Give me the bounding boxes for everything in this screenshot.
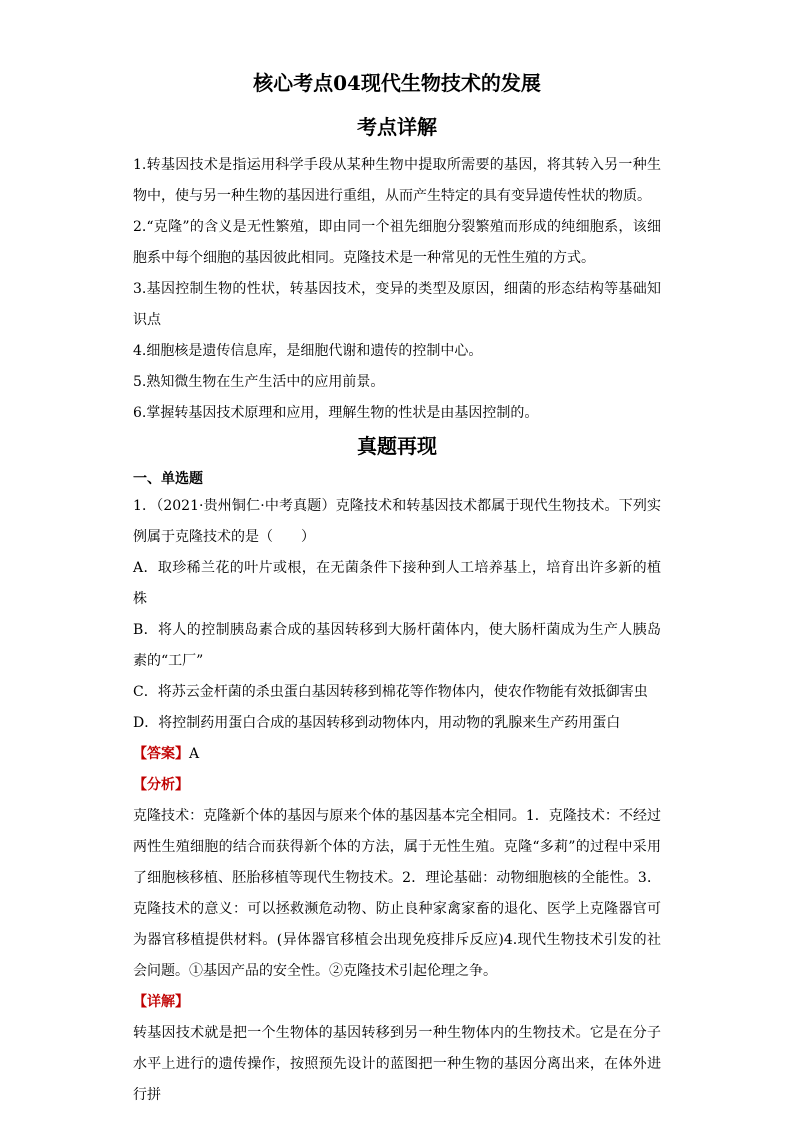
section-title-key-points: 考点详解	[357, 115, 437, 139]
key-point-5: 5.熟知微生物在生产生活中的应用前景。	[133, 374, 385, 390]
key-point-2: 2.“克隆”的含义是无性繁殖，即由同一个祖先细胞分裂繁殖而形成的纯细胞系，该细胞系中每个细胞的基因彼此相同。克隆技术是一种常见的无性生殖的方式。	[133, 219, 661, 266]
detail-label: 【详解】	[133, 994, 189, 1010]
answer-label: 【答案】	[133, 746, 189, 762]
detail-text: 转基因技术就是把一个生物体的基因转移到另一种生物体内的生物技术。它是在分子水平上进行的遗传操作，按照预先设计的蓝图把一种生物的基因分离出来，在体外进行拼	[133, 1025, 661, 1103]
document-title: 核心考点04现代生物技术的发展	[253, 71, 541, 95]
analysis-text: 克隆技术：克隆新个体的基因与原来个体的基因基本完全相同。1．克隆技术：不经过两性生殖细胞的结合而获得新个体的方法，属于无性生殖。克隆“多莉”的过程中采用了细胞核移植、胚胎移植等现代生物技术。2．理论基础：动物细胞核的全能性。3．克隆技术的意义：可以拯救濒危动物、防止良种家禽家畜的退化、医学上克隆器官可为器官移植提供材料。(异体器官移植会出现免疫排斥反应)4.现代生物技术引发的社会问题。①基因产品的安全性。②克隆技术引起伦理之争。	[133, 808, 661, 979]
question-stem: 1．（2021·贵州铜仁·中考真题）克隆技术和转基因技术都属于现代生物技术。下列实例属于克隆技术的是（ ）	[133, 498, 661, 545]
option-d: D．将控制药用蛋白合成的基因转移到动物体内，用动物的乳腺来生产药用蛋白	[133, 715, 621, 731]
section-title-past-exams: 真题再现	[357, 434, 437, 458]
detail-heading	[133, 987, 661, 1018]
subsection-heading: 一、单选题	[133, 471, 203, 487]
key-point-1: 1.转基因技术是指运用科学手段从某种生物中提取所需要的基因，将其转入另一种生物中，使与另一种生物的基因进行重组，从而产生特定的具有变异遗传性状的物质。	[133, 157, 661, 204]
answer-value: A	[189, 746, 200, 762]
key-point-4: 4.细胞核是遗传信息库，是细胞代谢和遗传的控制中心。	[133, 343, 483, 359]
option-b: B．将人的控制胰岛素合成的基因转移到大肠杆菌体内，使大肠杆菌成为生产人胰岛素的“工厂”	[133, 622, 661, 669]
key-point-6: 6.掌握转基因技术原理和应用，理解生物的性状是由基因控制的。	[133, 405, 539, 421]
option-c: C．将苏云金杆菌的杀虫蛋白基因转移到棉花等作物体内，使农作物能有效抵御害虫	[133, 684, 648, 700]
answer-line	[133, 739, 661, 770]
document-body	[133, 70, 661, 1111]
analysis-heading	[133, 770, 661, 801]
option-a: A．取珍稀兰花的叶片或根，在无菌条件下接种到人工培养基上，培育出许多新的植株	[133, 560, 661, 607]
key-point-3: 3.基因控制生物的性状，转基因技术，变异的类型及原因，细菌的形态结构等基础知识点	[133, 281, 661, 328]
analysis-label: 【分析】	[133, 777, 189, 793]
